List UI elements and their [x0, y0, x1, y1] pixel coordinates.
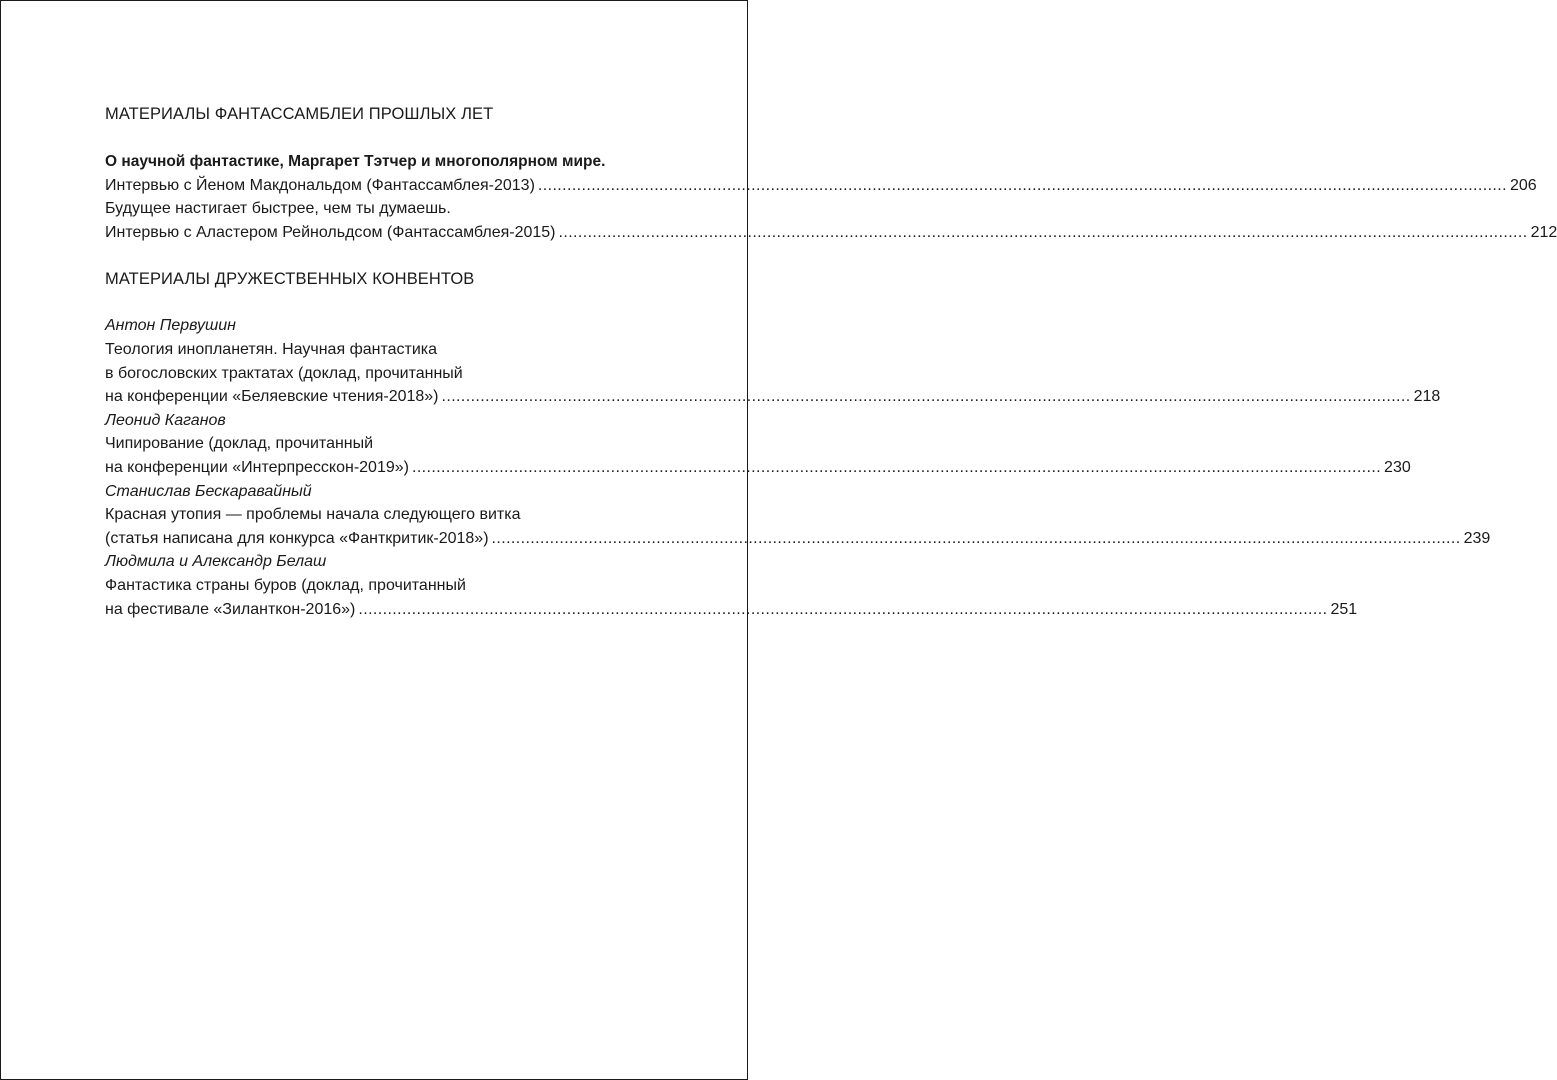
page-number: 230 — [1384, 458, 1411, 476]
entry-author: Антон Первушин — [105, 317, 236, 335]
entry-title-line: Фантастика страны буров (доклад, прочитанный — [105, 576, 466, 594]
leader-dots: ........................................................................................................................................................................................................ — [358, 600, 1328, 618]
section-entries — [105, 150, 1557, 244]
page-number: 239 — [1463, 529, 1491, 547]
toc-entry[interactable] — [105, 221, 1557, 245]
entry-title: на конференции «Беляевские чтения-2018») — [105, 388, 439, 406]
toc-entry[interactable] — [105, 527, 1491, 551]
section-heading: МАТЕРИАЛЫ ДРУЖЕСТВЕННЫХ КОНВЕНТОВ — [105, 270, 475, 289]
section-entries — [105, 314, 1491, 621]
entry-title: (статья написана для конкурса «Фанткритик-2018») — [105, 529, 489, 547]
page-number: 212 — [1530, 223, 1557, 241]
entry-author: Станислав Бескаравайный — [105, 482, 312, 500]
leader-dots: ........................................................................................................................................................................................................ — [441, 388, 1411, 406]
toc-entry-heading: О научной фантастике, Маргарет Тэтчер и многополярном мире. — [105, 153, 606, 170]
toc-entry[interactable] — [105, 174, 1537, 198]
page-number: 251 — [1330, 600, 1358, 618]
leader-dots: ........................................................................................................................................................................................................ — [411, 458, 1382, 476]
entry-title-line: в богословских трактатах (доклад, прочитанный — [105, 364, 463, 382]
entry-title-line: Теология инопланетян. Научная фантастика — [105, 340, 438, 358]
leader-dots: ........................................................................................................................................................................................................ — [537, 176, 1507, 194]
entry-title-line: Красная утопия — проблемы начала следующего витка — [105, 506, 521, 524]
section-heading: МАТЕРИАЛЫ ФАНТАССАМБЛЕИ ПРОШЛЫХ ЛЕТ — [105, 105, 494, 123]
toc-entry[interactable] — [105, 598, 1358, 622]
toc-entry[interactable] — [105, 456, 1411, 480]
leader-dots: ........................................................................................................................................................................................................ — [558, 223, 1528, 241]
entry-title: Интервью с Йеном Макдональдом (Фантассамблея-2013) — [105, 176, 535, 194]
entry-author: Людмила и Александр Белаш — [105, 553, 327, 571]
entry-title-line: Чипирование (доклад, прочитанный — [105, 435, 374, 453]
page-number: 206 — [1509, 176, 1537, 194]
entry-title: на фестивале «Зиланткон-2016») — [105, 600, 356, 618]
entry-title: на конференции «Интерпресскон-2019») — [105, 458, 409, 476]
entry-title: Интервью с Аластером Рейнольдсом (Фантассамблея-2015) — [105, 223, 556, 241]
entry-title-line: Будущее настигает быстрее, чем ты думаешь. — [105, 200, 451, 218]
entry-author: Леонид Каганов — [105, 411, 226, 429]
table-of-contents — [105, 102, 1557, 621]
page-number: 218 — [1413, 388, 1441, 406]
leader-dots: ........................................................................................................................................................................................................ — [491, 529, 1461, 547]
toc-entry[interactable] — [105, 385, 1441, 409]
